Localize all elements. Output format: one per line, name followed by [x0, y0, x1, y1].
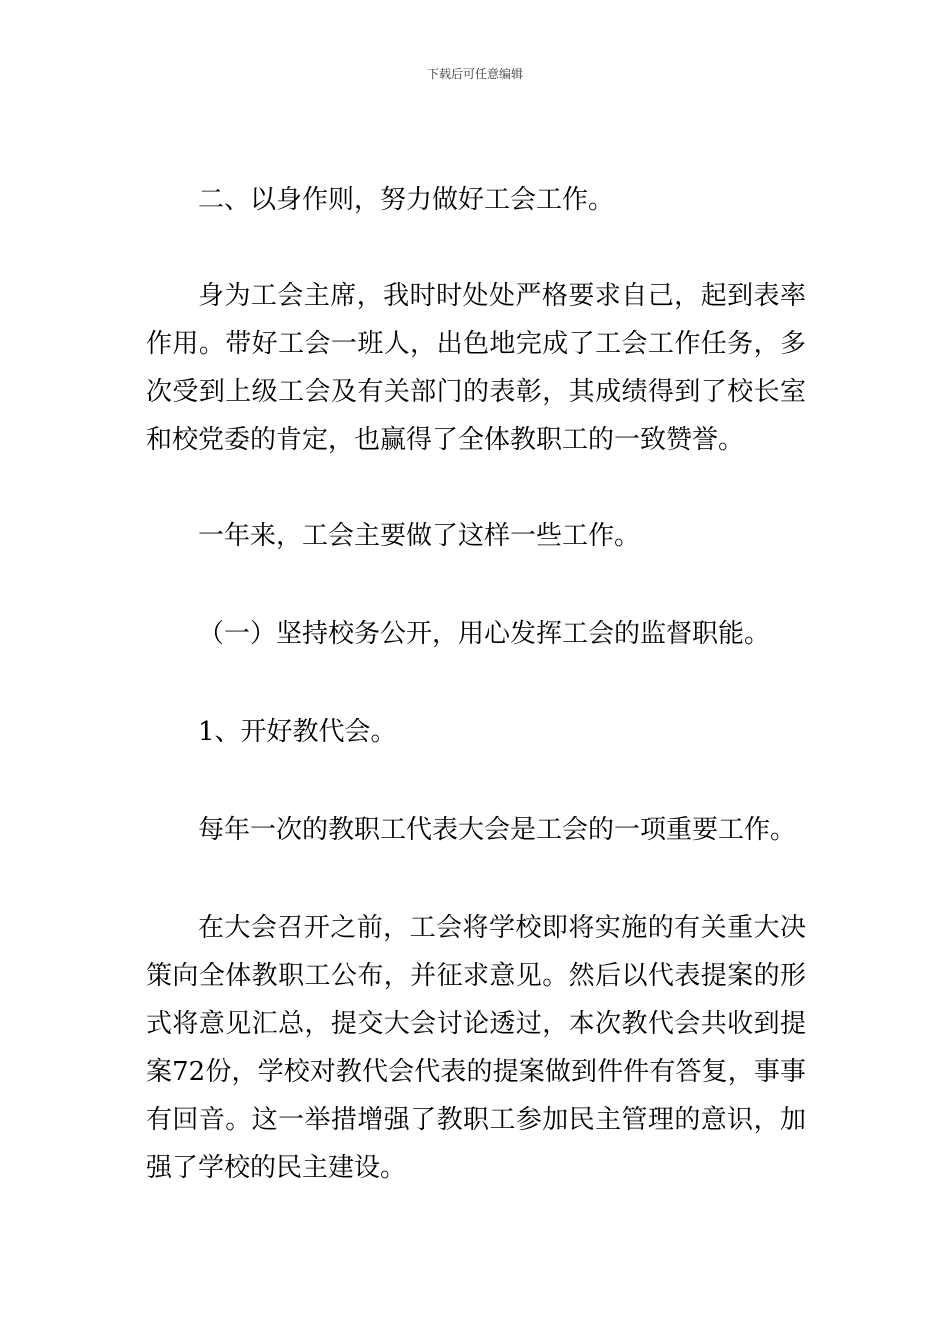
paragraph: 每年一次的教职工代表大会是工会的一项重要工作。 [198, 815, 797, 845]
subsection-heading: （一）坚持校务公开，用心发挥工会的监督职能。 [198, 619, 771, 649]
section-heading: 二、以身作则，努力做好工会工作。 [198, 185, 615, 215]
paragraph-gap [146, 224, 806, 272]
paragraph-gap [146, 658, 806, 708]
paragraph-gap [146, 464, 806, 512]
paragraph: 在大会召开之前，工会将学校即将实施的有关重大决策向全体教职工公布，并征求意见。然后以代表提案的形式将意见汇总，提交大会讨论透过，本次教代会共收到提案72份，学校对教代会代表的提案做到件件有答复，事事有回音。这一举措增强了教职工参加民主管理的意识，加强了学校的民主建设。 [146, 913, 806, 1183]
paragraph: 一年来，工会主要做了这样一些工作。 [198, 521, 641, 551]
document-body [146, 176, 806, 1192]
paragraph-gap [146, 854, 806, 904]
paragraph-gap [146, 756, 806, 806]
header-note: 下载后可任意编辑 [426, 67, 523, 81]
paragraph-gap [146, 560, 806, 610]
paragraph: 身为工会主席，我时时处处严格要求自己，起到表率作用。带好工会一班人，出色地完成了工会工作任务，多次受到上级工会及有关部门的表彰，其成绩得到了校长室和校党委的肯定，也赢得了全体教职工的一致赞誉。 [146, 281, 806, 455]
item-heading: 1、开好教代会。 [198, 717, 397, 747]
